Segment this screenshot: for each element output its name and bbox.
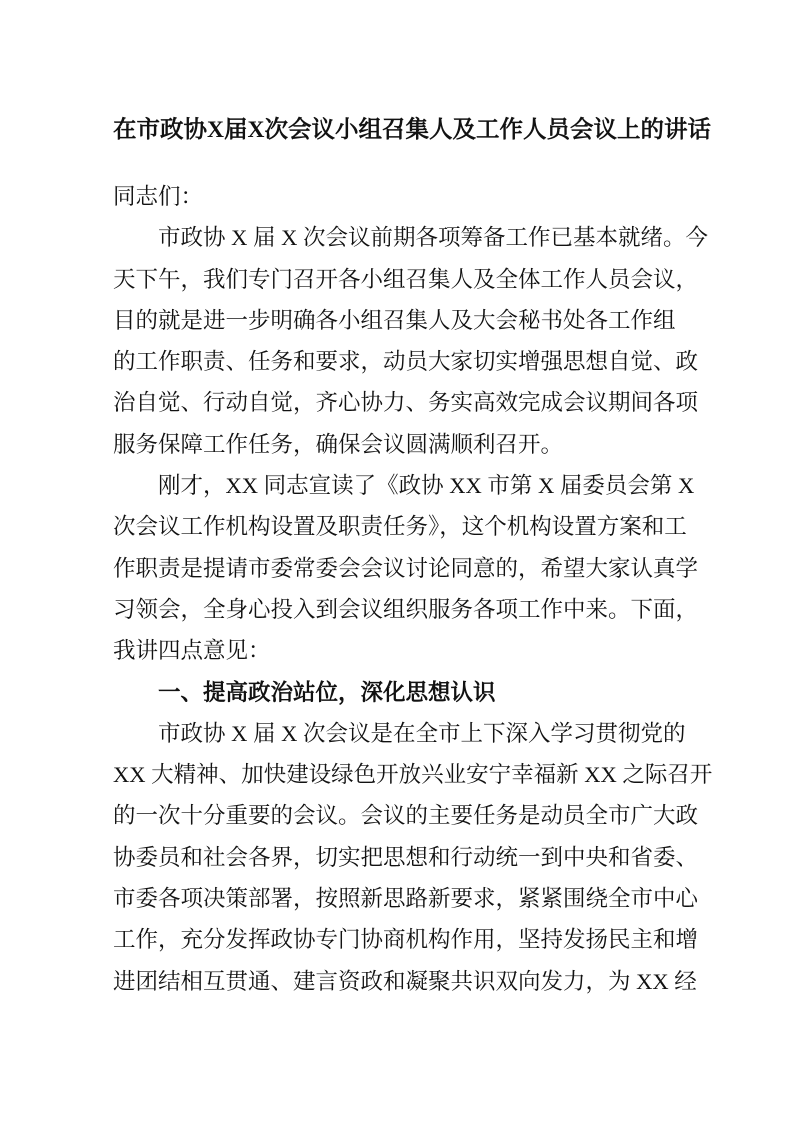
- text-line: 的一次十分重要的会议。会议的主要任务是动员全市广大政: [113, 803, 699, 829]
- text-line: 我讲四点意见：: [113, 638, 271, 664]
- text-line: 刚才，XX 同志宣读了《政协 XX 市第 X 届委员会第 X: [158, 473, 695, 499]
- text-line: 市委各项决策部署，按照新思路新要求，紧紧围绕全市中心: [113, 886, 699, 912]
- text-line: 治自觉、行动自觉，齐心协力、务实高效完成会议期间各项: [113, 390, 699, 416]
- paragraph-1: [113, 217, 708, 465]
- document-body: [113, 176, 713, 1002]
- text-line: 进团结相互贯通、建言资政和凝聚共识双向发力，为 XX 经: [113, 968, 697, 994]
- text-line: 次会议工作机构设置及职责任务》，这个机构设置方案和工: [113, 514, 687, 540]
- text-line: 协委员和社会各界，切实把思想和行动统一到中央和省委、: [113, 844, 699, 870]
- paragraph-3: [113, 713, 713, 1002]
- text-line: 服务保障工作任务，确保会议圆满顺利召开。: [113, 431, 564, 457]
- text-line: 习领会，全身心投入到会议组织服务各项工作中来。下面，: [113, 596, 699, 622]
- salutation: 同志们：: [113, 184, 204, 209]
- text-line: 的工作职责、任务和要求，动员大家切实增强思想自觉、政: [113, 349, 699, 375]
- section-heading-1: 一、提高政治站位，深化思想认识: [158, 679, 496, 705]
- text-line: XX 大精神、加快建设绿色开放兴业安宁幸福新 XX 之际召开: [113, 762, 713, 788]
- document-title: 在市政协X届X次会议小组召集人及工作人员会议上的讲话: [113, 117, 711, 143]
- text-line: 市政协 X 届 X 次会议是在全市上下深入学习贯彻党的: [158, 720, 686, 746]
- text-line: 天下午，我们专门召开各小组召集人及全体工作人员会议，: [113, 266, 699, 292]
- text-line: 工作，充分发挥政协专门协商机构作用，坚持发扬民主和增: [113, 927, 699, 953]
- text-line: 作职责是提请市委常委会会议讨论同意的，希望大家认真学: [113, 555, 699, 581]
- text-line: 市政协 X 届 X 次会议前期各项筹备工作已基本就绪。今: [158, 225, 708, 251]
- paragraph-2: [113, 465, 705, 671]
- text-line: 目的就是进一步明确各小组召集人及大会秘书处各工作组: [113, 307, 676, 333]
